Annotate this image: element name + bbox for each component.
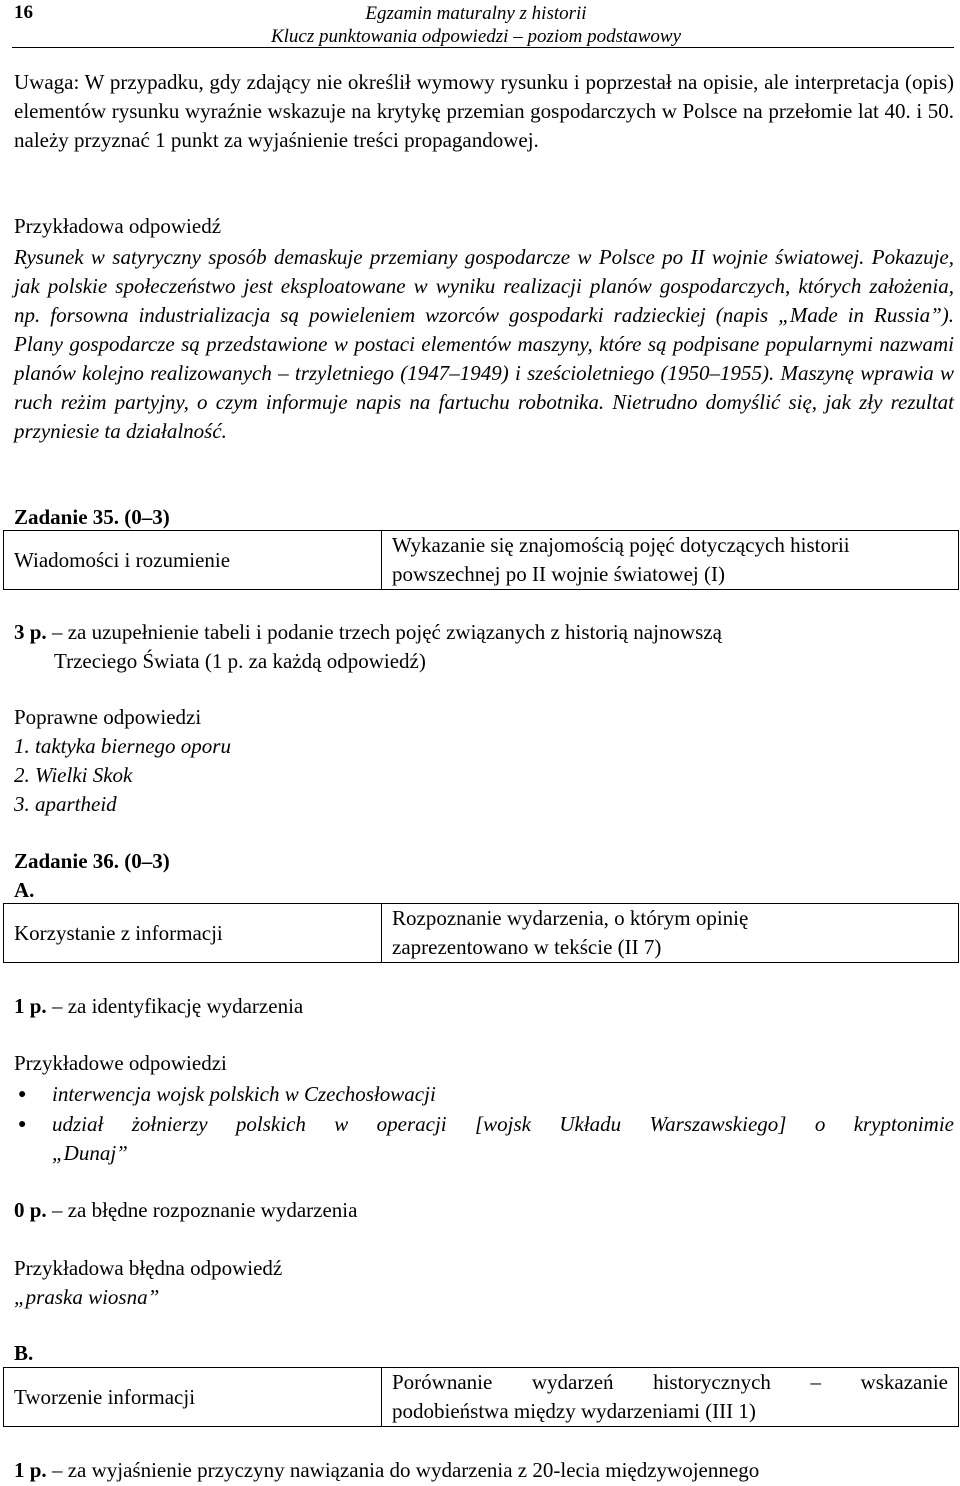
task36-score0-text: – za błędne rozpoznanie wydarzenia <box>51 1198 358 1222</box>
example-answer-label: Przykładowa odpowiedź <box>14 214 222 238</box>
task35-title: Zadanie 35. (0–3) <box>14 505 170 529</box>
task36-table-a-left: Korzystanie z informacji <box>4 904 382 963</box>
task36-table-a-right-line1: Rozpoznanie wydarzenia, o którym opinię <box>392 906 749 930</box>
example-answer-text: Rysunek w satyryczny sposób demaskuje przemiany gospodarcze w Polsce po II wojnie światowej. Pokazuje, jak polskie społeczeństwo jest eksploatowane w wyniku realizacji planów gospodarczych, których założenia, np. forsowna industrializacja są powieleniem wzorców gospodarki radzieckiej (napis „Made in Russia”). Plany gospodarcze są przedstawione w postaci elementów maszyny, które są podpisane popularnymi nazwami planów kolejno realizowanych – trzyletniego (1947–1949) i sześcioletniego (1950–1955). Maszynę wprawia w ruch reżim partyjny, o czym informuje napis na fartuchu robotnika. Nietrudno domyślić się, jak zły rezultat przyniesie ta działalność. <box>14 245 954 443</box>
task35-table-left: Wiadomości i rozumienie <box>4 531 382 590</box>
task36-score1-text: – za identyfikację wydarzenia <box>51 994 304 1018</box>
task36-score1 <box>14 992 303 1021</box>
task36-score0 <box>14 1196 357 1225</box>
header-title-line1: Egzamin maturalny z historii <box>365 3 587 24</box>
task36-score0-points: 0 p. <box>14 1198 47 1222</box>
task36-part-b: B. <box>14 1341 34 1365</box>
task36-bullet2-line1: udział żołnierzy polskich w operacji [wojsk Układu Warszawskiego] o kryptonimie <box>52 1112 954 1136</box>
task35-table <box>3 530 959 590</box>
task36-table-b <box>3 1367 959 1427</box>
header-divider <box>12 47 954 48</box>
task36-score1-points: 1 p. <box>14 994 47 1018</box>
task36-bullet1: interwencja wojsk polskich w Czechosłowacji <box>52 1082 436 1106</box>
task36-score-b-text: – za wyjaśnienie przyczyny nawiązania do wydarzenia z 20-lecia międzywojennego <box>51 1458 760 1482</box>
task35-answer-1: 1. taktyka biernego oporu <box>14 734 231 758</box>
task36-table-b-right-line2: podobieństwa między wydarzeniami (III 1) <box>392 1399 756 1423</box>
task36-table-b-left: Tworzenie informacji <box>4 1368 382 1427</box>
task36-table-a <box>3 903 959 963</box>
bullet-icon: ● <box>18 1087 27 1102</box>
task35-table-right-line1: Wykazanie się znajomością pojęć dotyczących historii <box>392 533 850 557</box>
task35-score <box>14 618 722 647</box>
task36-wrong-label: Przykładowa błędna odpowiedź <box>14 1256 283 1280</box>
task36-score-b <box>14 1456 759 1485</box>
task36-score-b-points: 1 p. <box>14 1458 47 1482</box>
task36-examples-label: Przykładowe odpowiedzi <box>14 1051 227 1075</box>
task35-table-right-line2: powszechnej po II wojnie światowej (I) <box>392 562 725 586</box>
page-number: 16 <box>14 2 33 23</box>
task35-table-right <box>382 531 959 590</box>
task36-table-a-right-line2: zaprezentowano w tekście (II 7) <box>392 935 662 959</box>
task36-table-b-right <box>382 1368 959 1427</box>
task36-wrong-answer: „praska wiosna” <box>14 1285 160 1309</box>
page-header <box>14 2 938 48</box>
task35-score-line2: Trzeciego Świata (1 p. za każdą odpowiedź) <box>54 649 426 673</box>
task36-title: Zadanie 36. (0–3) <box>14 849 170 873</box>
task35-score-points: 3 p. <box>14 620 47 644</box>
task35-answer-2: 2. Wielki Skok <box>14 763 133 787</box>
task36-table-b-right-line1: Porównanie wydarzeń historycznych – wskazanie <box>392 1370 948 1394</box>
task35-score-text: – za uzupełnienie tabeli i podanie trzech pojęć związanych z historią najnowszą <box>51 620 722 644</box>
task36-table-a-right <box>382 904 959 963</box>
task36-bullet2-line2: „Dunaj” <box>52 1141 128 1165</box>
task36-part-a: A. <box>14 878 35 902</box>
task35-answer-3: 3. apartheid <box>14 792 117 816</box>
task35-correct-label: Poprawne odpowiedzi <box>14 705 202 729</box>
bullet-icon: ● <box>18 1117 27 1132</box>
header-title-line2: Klucz punktowania odpowiedzi – poziom podstawowy <box>270 26 682 47</box>
note-paragraph: Uwaga: W przypadku, gdy zdający nie określił wymowy rysunku i poprzestał na opisie, ale interpretacja (opis) elementów rysunku wyraźnie wskazuje na krytykę przemian gospodarczych w Polsce na przełomie lat 40. i 50. należy przyznać 1 punkt za wyjaśnienie treści propagandowej. <box>14 70 954 152</box>
